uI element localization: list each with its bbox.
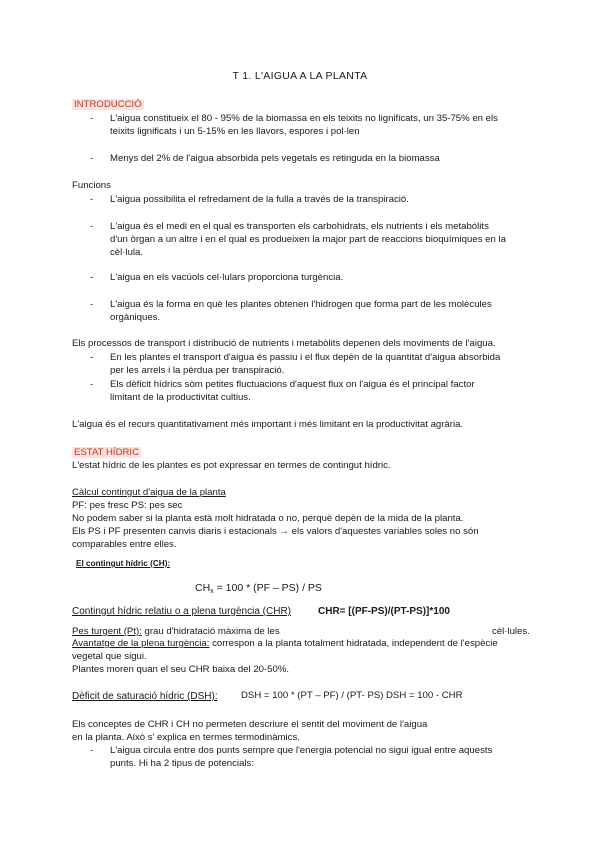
avantatge-line-2: vegetal que sigui. [72, 651, 147, 662]
transport-bullet-1-line-1: En les plantes el transport d'aigua és passiu i el flux depèn de la quantitat d'aigua absorbida [110, 352, 501, 363]
intro-bullet-2: Menys del 2% de l'aigua absorbida pels vegetals es retinguda en la biomassa [110, 153, 440, 164]
estat-line-3-line-2: comparables entre elles. [72, 539, 177, 550]
chr-heading: Contingut hídric relatiu o a plena turgència (CHR) [72, 606, 291, 617]
ch-heading: El contingut hídric (CH): [76, 559, 171, 568]
funcio-3: L'aigua en els vacúols cel·lulars proporciona turgència. [110, 272, 344, 283]
estat-heading-wrap [72, 447, 141, 459]
ch-formula-symbol: CH [195, 582, 211, 594]
ch-formula-subscript: x [210, 588, 214, 595]
avantatge-label: Avantatge de la plena turgència: [72, 638, 210, 649]
intro-heading-wrap [72, 99, 144, 111]
transport-conclusion: L'aigua és el recurs quantitativament més important i més limitant en la productivitat agrària. [72, 419, 464, 430]
estat-line-2: No podem saber si la planta està molt hidratada o no, perquè depèn de la mida de la planta. [72, 513, 464, 524]
pt-definition [72, 626, 280, 638]
chr-formula: CHR= [(PF-PS)/(PT-PS)]*100 [318, 606, 450, 617]
dsh-formula-1: DSH = 100 * (PT – PF) / (PT- PS) [241, 690, 384, 701]
transport-bullet-1-line-2: per les arrels i la pèrdua per transpiració. [110, 365, 285, 376]
bullet-marker: - [90, 379, 94, 390]
bullet-marker: - [90, 352, 94, 363]
funcio-4-line-2: orgàniques. [110, 312, 161, 323]
pt-text: grau d'hidratació màxima de les [141, 626, 280, 637]
dsh-formula-2: DSH = 100 - CHR [386, 690, 463, 701]
intro-heading: INTRODUCCIÓ [74, 99, 142, 110]
funcio-1: L'aigua possibilita el refredament de la fulla a través de la transpiració. [110, 194, 409, 205]
bullet-marker: - [90, 194, 94, 205]
funcio-2-line-2: d'un òrgan a un altre i en el qual es produeixen la major part de reaccions bioquímiques en la [110, 234, 506, 245]
intro-bullet-1-line-1: L'aigua constitueix el 80 - 95% de la biomassa en els teixits no lignificats, un 35-75% en els [110, 113, 498, 124]
estat-line-3-line-1: Els PS i PF presenten canvis diaris i estacionals → els valors d'aquestes variables soles no són [72, 526, 479, 537]
bullet-marker: - [90, 113, 94, 124]
calc-heading: Càlcul contingut d'aigua de la planta [72, 487, 226, 498]
transport-bullet-2-line-1: Els dèficit hídrics sòm petites fluctuacions d'aquest flux on l'aigua és el principal factor [110, 379, 475, 390]
page-title: T 1. L'AIGUA A LA PLANTA [232, 70, 368, 82]
pt-end: cèl·lules. [492, 626, 530, 637]
transport-bullet-2-line-2: limitant de la productivitat cultius. [110, 392, 251, 403]
pf-ps-definition: PF: pes fresc PS: pes sec [72, 500, 183, 511]
avantatge-line-1 [72, 638, 498, 650]
pt-label: Pes turgent (Pt): [72, 626, 142, 637]
bullet-marker: - [90, 299, 94, 310]
funcions-heading: Funcions [72, 180, 111, 191]
intro-bullet-1-line-2: teixits lignificats i un 5-15% en les llavors, espores i pol·len [110, 126, 360, 137]
concept-line-2: en la planta. Això s' explica en termes termodinàmics. [72, 732, 300, 743]
concept-line-1: Els conceptes de CHR i CH no permeten descriure el sentit del moviment de l'aigua [72, 719, 428, 730]
avantatge-text: correspon a la planta totalment hidratada, independent de l'espècie [209, 638, 498, 649]
bullet-marker: - [90, 745, 94, 756]
ch-formula-expression: = 100 * (PF – PS) / PS [213, 582, 322, 594]
transport-intro: Els processos de transport i distribució de nutrients i metabòlits depenen dels moviments de l'aigua. [72, 338, 496, 349]
funcio-4-line-1: L'aigua és la forma en què les plantes obtenen l'hidrogen que forma part de les molècules [110, 299, 492, 310]
plantes-moren: Plantes moren quan el seu CHR baixa del 20-50%. [72, 664, 290, 675]
funcio-2-line-1: L'aigua és el medi en el qual es transporten els carbohidrats, els nutrients i els metabòlits [110, 221, 489, 232]
dsh-heading: Dèficit de saturació hídric (DSH): [72, 691, 218, 702]
estat-line-1: L'estat hídric de les plantes es pot expressar en termes de contingut hídric. [72, 460, 391, 471]
ch-formula [195, 582, 322, 598]
bullet-marker: - [90, 221, 94, 232]
bullet-marker: - [90, 272, 94, 283]
last-bullet-line-2: punts. Hi ha 2 tipus de potencials: [110, 758, 254, 769]
estat-heading: ESTAT HÍDRIC [74, 447, 140, 458]
funcio-2-line-3: cèl·lula. [110, 247, 144, 258]
last-bullet-line-1: L'aigua circula entre dos punts sempre que l'energia potencial no sigui igual entre aquests [110, 745, 493, 756]
bullet-marker: - [90, 153, 94, 164]
